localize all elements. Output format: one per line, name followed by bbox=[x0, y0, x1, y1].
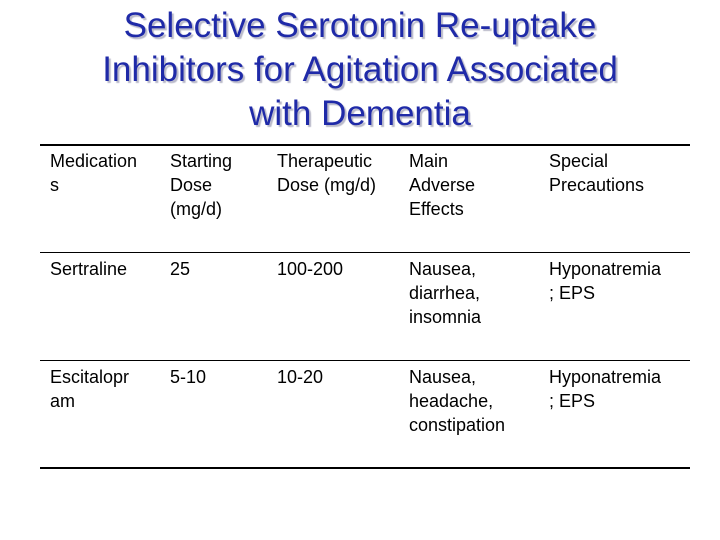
table-bottom-rule bbox=[40, 467, 690, 469]
cell-therapeutic-dose: 100-200 bbox=[277, 259, 344, 279]
cell-medication: Sertraline bbox=[50, 259, 128, 279]
title-line-2: Inhibitors for Agitation Associated bbox=[102, 50, 618, 89]
cell-adverse-effects: Nausea, headache, constipation bbox=[409, 367, 506, 435]
slide-title bbox=[0, 4, 720, 136]
title-line-3: with Dementia bbox=[249, 94, 471, 133]
title-line-1: Selective Serotonin Re-uptake bbox=[123, 6, 597, 45]
header-starting-dose: Starting Dose (mg/d) bbox=[170, 151, 233, 219]
row-divider bbox=[40, 360, 690, 361]
header-medications: Medication s bbox=[50, 151, 138, 195]
cell-special-precautions: Hyponatremia ; EPS bbox=[549, 367, 662, 411]
row-divider bbox=[40, 252, 690, 253]
header-adverse-effects: Main Adverse Effects bbox=[409, 151, 476, 219]
cell-special-precautions: Hyponatremia ; EPS bbox=[549, 259, 662, 303]
header-special-precautions: Special Precautions bbox=[549, 151, 645, 195]
cell-medication: Escitalopr am bbox=[50, 367, 130, 411]
cell-starting-dose: 5-10 bbox=[170, 367, 207, 387]
cell-adverse-effects: Nausea, diarrhea, insomnia bbox=[409, 259, 482, 327]
cell-starting-dose: 25 bbox=[170, 259, 191, 279]
cell-therapeutic-dose: 10-20 bbox=[277, 367, 324, 387]
table-top-rule bbox=[40, 144, 690, 146]
header-therapeutic-dose: Therapeutic Dose (mg/d) bbox=[277, 151, 377, 195]
